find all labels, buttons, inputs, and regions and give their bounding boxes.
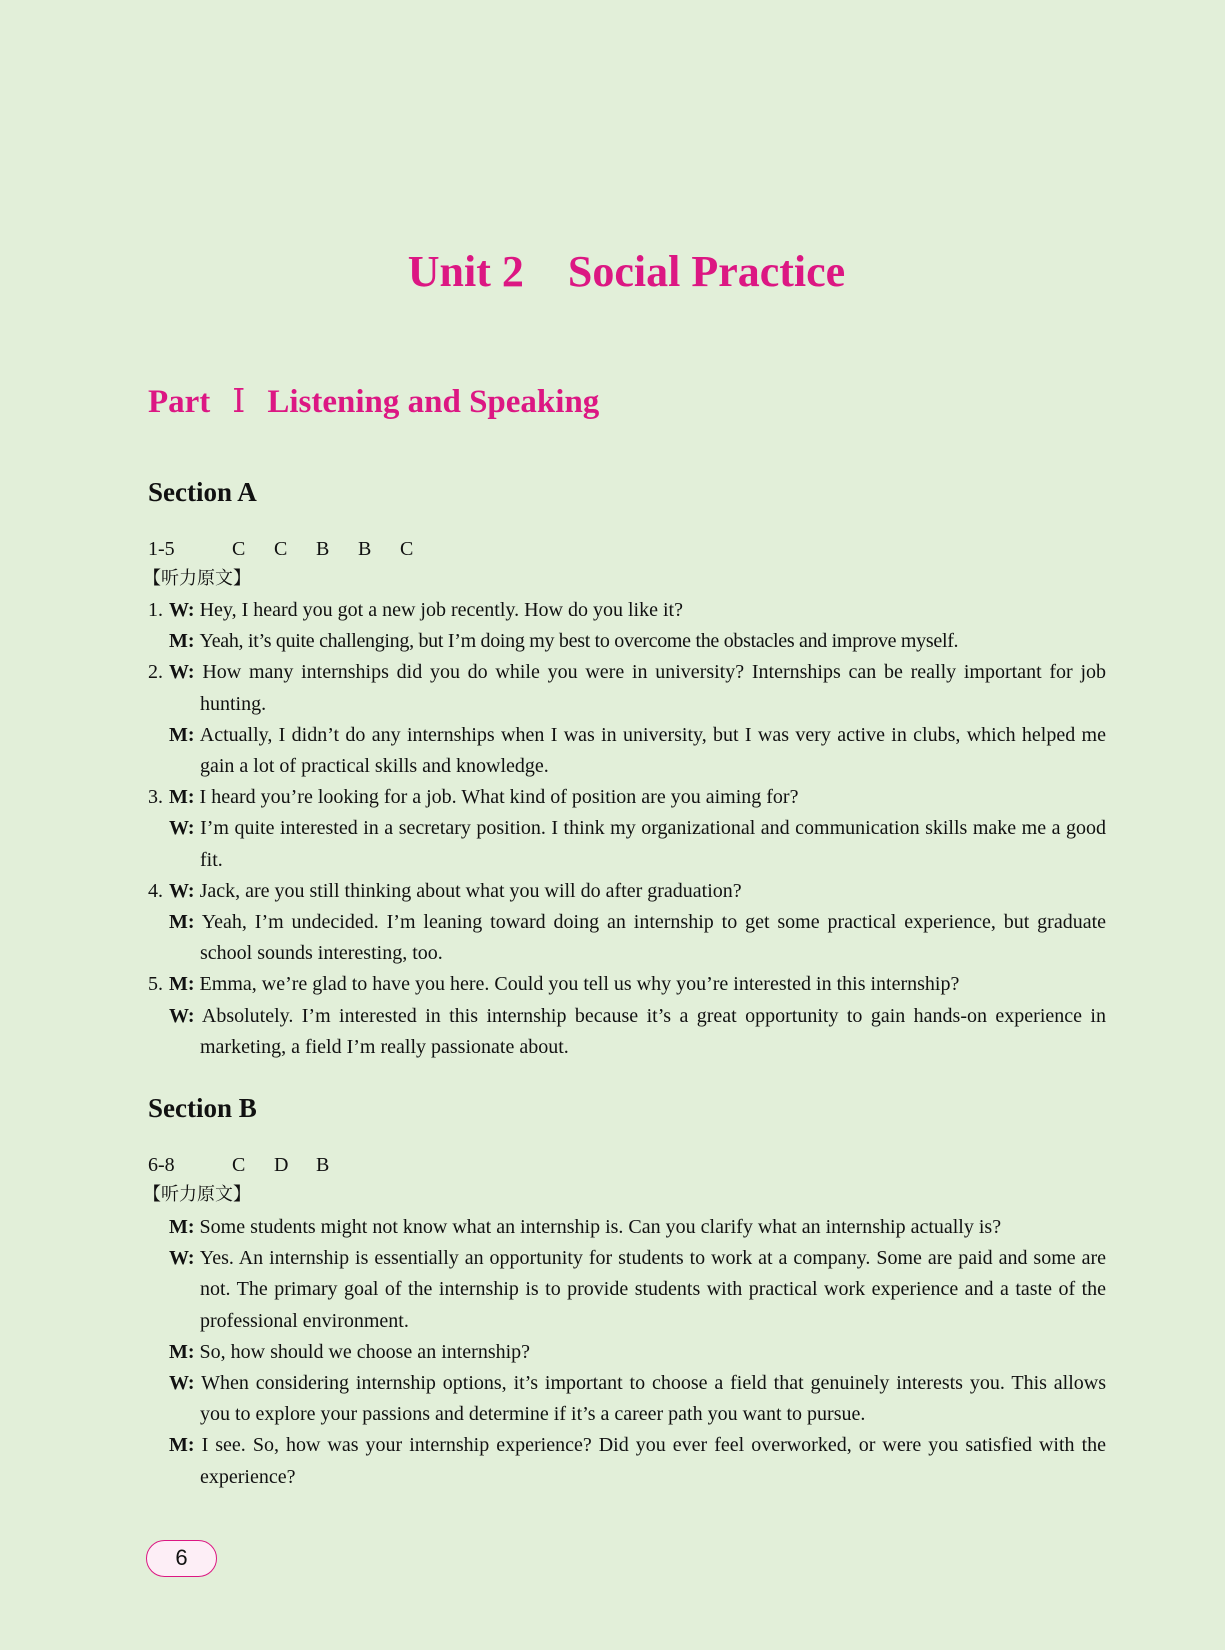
speaker: W:: [169, 879, 195, 902]
dialogue-line: [148, 720, 1106, 782]
speaker: W:: [169, 599, 195, 621]
dialogue-line: [148, 969, 1106, 1000]
section-b-title: Section B: [148, 1093, 257, 1123]
part-name: Listening and Speaking: [267, 384, 600, 420]
answer-4: B: [358, 538, 372, 560]
unit-title: [0, 244, 1225, 300]
utterance: How many internships did you do while you were in university? Internships can be really important for job hunting.: [200, 661, 1107, 715]
unit-name: Social Practice: [567, 247, 846, 296]
dialogue-number: 2.: [148, 661, 163, 684]
answer-3: B: [316, 538, 330, 560]
utterance: Actually, I didn’t do any internships when I was in university, but I was very active in clubs, which helped me gain a lot of practical skills and knowledge.: [199, 723, 1106, 778]
utterance: When considering internship options, it’s important to choose a field that genuinely interests you. This allows you to explore your passions and determine if it’s a career path you want to pursue.: [200, 1372, 1107, 1426]
section-b-script-label: 【听力原文】: [143, 1184, 251, 1205]
part-label: Part: [148, 384, 211, 420]
utterance: I heard you’re looking for a job. What kind of position are you aiming for?: [199, 786, 799, 809]
section-a-transcript: [148, 595, 1106, 1063]
utterance: So, how should we choose an internship?: [199, 1340, 531, 1363]
section-a-answers: [148, 534, 442, 564]
answer-7: D: [274, 1154, 289, 1176]
speaker: W:: [169, 1004, 195, 1027]
utterance: Hey, I heard you got a new job recently. How do you like it?: [199, 599, 683, 621]
part-title: [148, 381, 599, 423]
section-b-answers: [148, 1150, 358, 1180]
speaker: W:: [169, 1372, 195, 1395]
speaker: M:: [169, 1216, 195, 1238]
answer-1: C: [232, 538, 246, 560]
utterance: Emma, we’re glad to have you here. Could you tell us why you’re interested in this internship?: [199, 973, 960, 996]
speaker: M:: [169, 1340, 195, 1363]
utterance: I’m quite interested in a secretary position. I think my organizational and communication skills make me a good fit.: [200, 817, 1106, 871]
utterance: Yes. An internship is essentially an opportunity for students to work at a company. Some are paid and some are not. The primary goal of the internship is to provide students with practical work experience and a taste of the professional environment.: [199, 1247, 1106, 1332]
dialogue-number: 4.: [148, 879, 163, 902]
speaker: M:: [169, 911, 195, 934]
utterance: I see. So, how was your internship experience? Did you ever feel overworked, or were you satisfied with the experience?: [200, 1434, 1107, 1488]
dialogue-line: [148, 907, 1106, 969]
dialogue-line: [148, 1243, 1106, 1337]
dialogue-line: [148, 1430, 1106, 1492]
utterance: Some students might not know what an internship is. Can you clarify what an internship actually is?: [199, 1216, 1002, 1238]
answer-6: C: [232, 1154, 246, 1176]
speaker: M:: [169, 973, 195, 996]
answer-8: B: [316, 1154, 330, 1176]
dialogue-line: [148, 657, 1106, 719]
dialogue-number: 5.: [148, 973, 163, 996]
answer-2: C: [274, 538, 288, 560]
dialogue-line: [148, 876, 1106, 907]
speaker: M:: [169, 786, 195, 809]
dialogue-number: 1.: [148, 599, 163, 621]
answer-range: 6-8: [148, 1154, 175, 1176]
dialogue-line: [148, 1368, 1106, 1430]
dialogue-number: 3.: [148, 786, 163, 809]
dialogue-line: [148, 1001, 1106, 1063]
speaker: W:: [169, 817, 195, 840]
utterance: Yeah, I’m undecided. I’m leaning toward doing an internship to get some practical experience, but graduate school sounds interesting, too.: [200, 911, 1107, 965]
utterance: Yeah, it’s quite challenging, but I’m doing my best to overcome the obstacles and improve myself.: [199, 630, 959, 653]
part-numeral: Ⅰ: [232, 384, 246, 420]
unit-label: Unit 2: [407, 247, 524, 296]
speaker: M:: [169, 723, 195, 746]
utterance: Jack, are you still thinking about what you will do after graduation?: [199, 879, 742, 902]
dialogue-line: [148, 626, 1106, 657]
dialogue-line: [148, 782, 1106, 813]
speaker: M:: [169, 1434, 195, 1457]
dialogue-line: [148, 1337, 1106, 1368]
speaker: W:: [169, 1247, 195, 1270]
section-a-script-label: 【听力原文】: [143, 568, 251, 589]
answer-range: 1-5: [148, 538, 175, 560]
dialogue-line: [148, 595, 1106, 626]
dialogue-line: [148, 813, 1106, 875]
speaker: M:: [169, 630, 195, 653]
section-a-title: Section A: [148, 477, 257, 507]
speaker: W:: [169, 661, 195, 684]
section-b-transcript: [148, 1212, 1106, 1493]
answer-5: C: [400, 538, 414, 560]
utterance: Absolutely. I’m interested in this internship because it’s a great opportunity to gain hands-on experience in marketing, a field I’m really passionate about.: [200, 1004, 1106, 1058]
page-number: 6: [146, 1540, 217, 1577]
dialogue-line: [148, 1212, 1106, 1243]
